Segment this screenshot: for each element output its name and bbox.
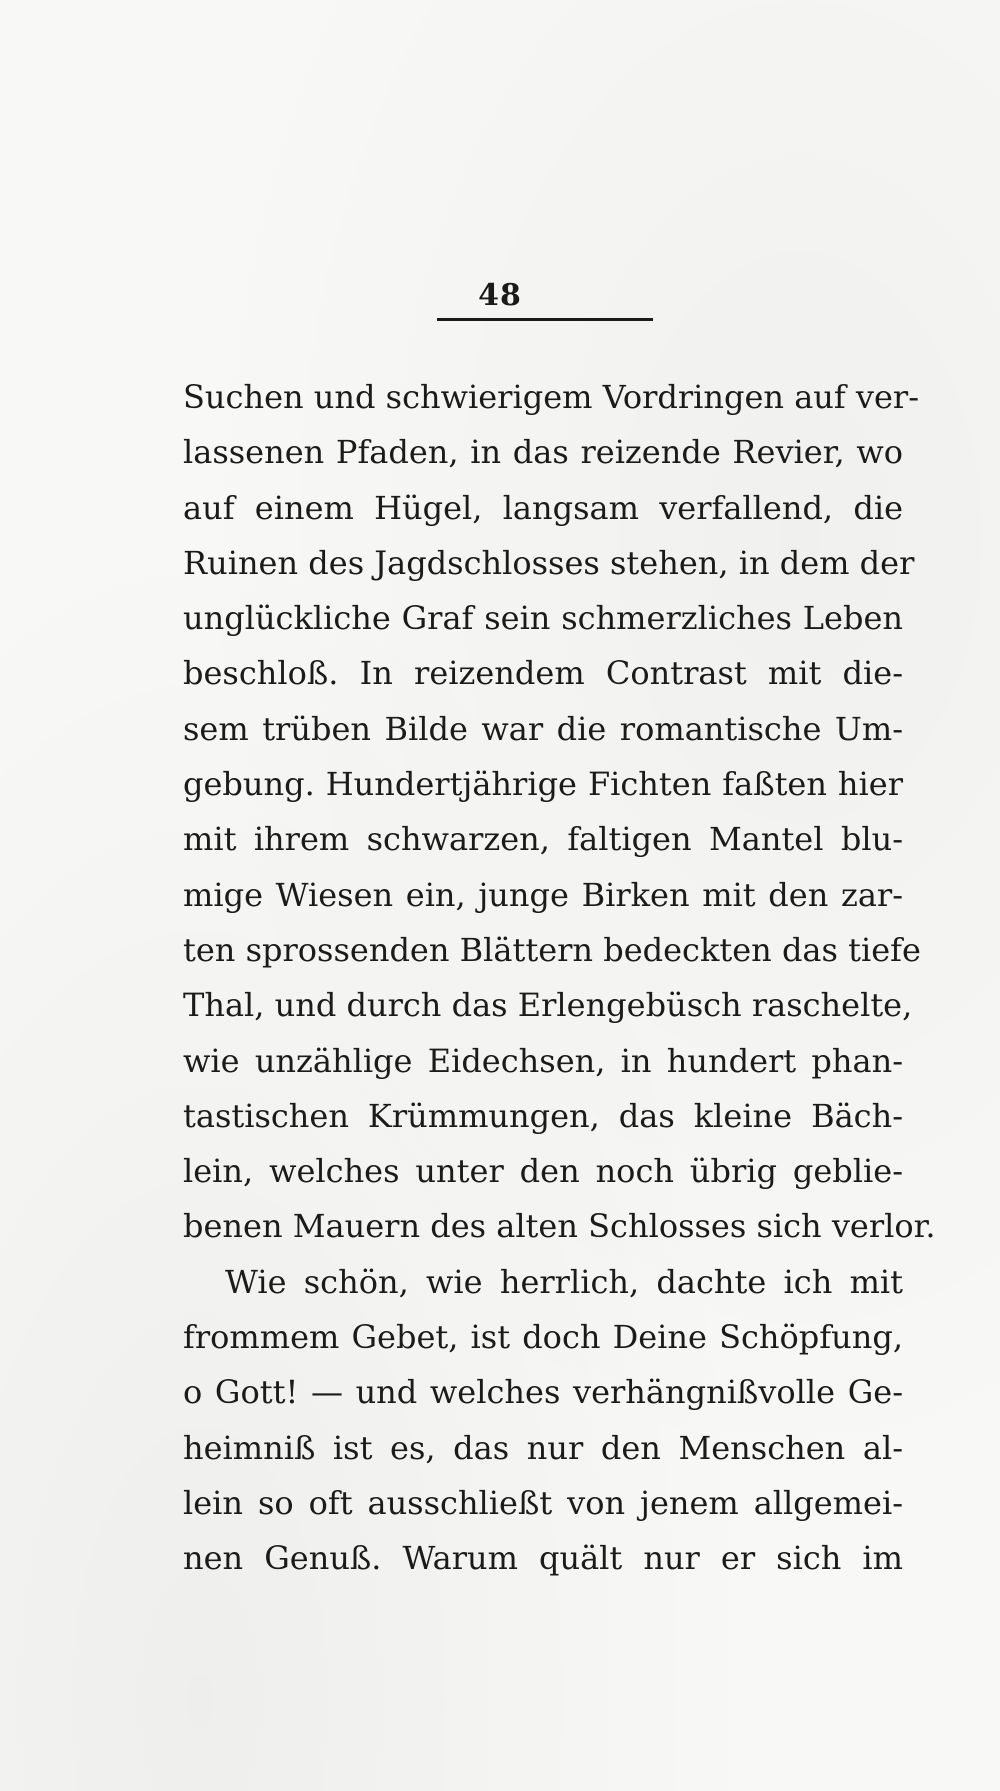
body-text (183, 370, 936, 1587)
page-number: 48 (478, 278, 522, 313)
text-line: sem trüben Bilde war die romantische Um- (183, 709, 903, 748)
text-line: lein, welches unter den noch übrig geblie- (183, 1152, 903, 1191)
text-line: o Gott! — und welches verhängnißvolle Ge- (183, 1373, 903, 1412)
text-line: Thal, und durch das Erlengebüsch raschelte, (183, 986, 913, 1025)
text-line: Ruinen des Jagdschlosses stehen, in dem der (183, 543, 915, 582)
text-line: ten sprossenden Blättern bedeckten das tiefe (183, 930, 921, 969)
text-line: Suchen und schwierigem Vordringen auf ver- (183, 378, 920, 416)
text-line: benen Mauern des alten Schlosses sich verlor. (183, 1207, 936, 1246)
text-line: unglückliche Graf sein schmerzliches Leben (183, 599, 903, 638)
text-line: mit ihrem schwarzen, faltigen Mantel blu- (183, 820, 903, 859)
text-line: nen Genuß. Warum quält nur er sich im (183, 1539, 903, 1578)
text-line: beschloß. In reizendem Contrast mit die- (183, 654, 903, 693)
text-line: mige Wiesen ein, junge Birken mit den zar- (183, 875, 903, 914)
header-rule (437, 318, 653, 321)
text-line: lassenen Pfaden, in das reizende Revier, wo (183, 433, 903, 472)
text-line: wie unzählige Eidechsen, in hundert phan- (183, 1041, 903, 1080)
text-line: auf einem Hügel, langsam verfallend, die (183, 488, 903, 527)
text-line: frommem Gebet, ist doch Deine Schöpfung, (183, 1318, 903, 1357)
text-line: heimniß ist es, das nur den Menschen al- (183, 1428, 903, 1467)
text-line: tastischen Krümmungen, das kleine Bäch- (183, 1096, 903, 1135)
text-line: gebung. Hundertjährige Fichten faßten hier (183, 765, 903, 804)
text-line: Wie schön, wie herrlich, dachte ich mit (225, 1262, 903, 1301)
text-line: lein so oft ausschließt von jenem allgemei- (183, 1483, 903, 1522)
